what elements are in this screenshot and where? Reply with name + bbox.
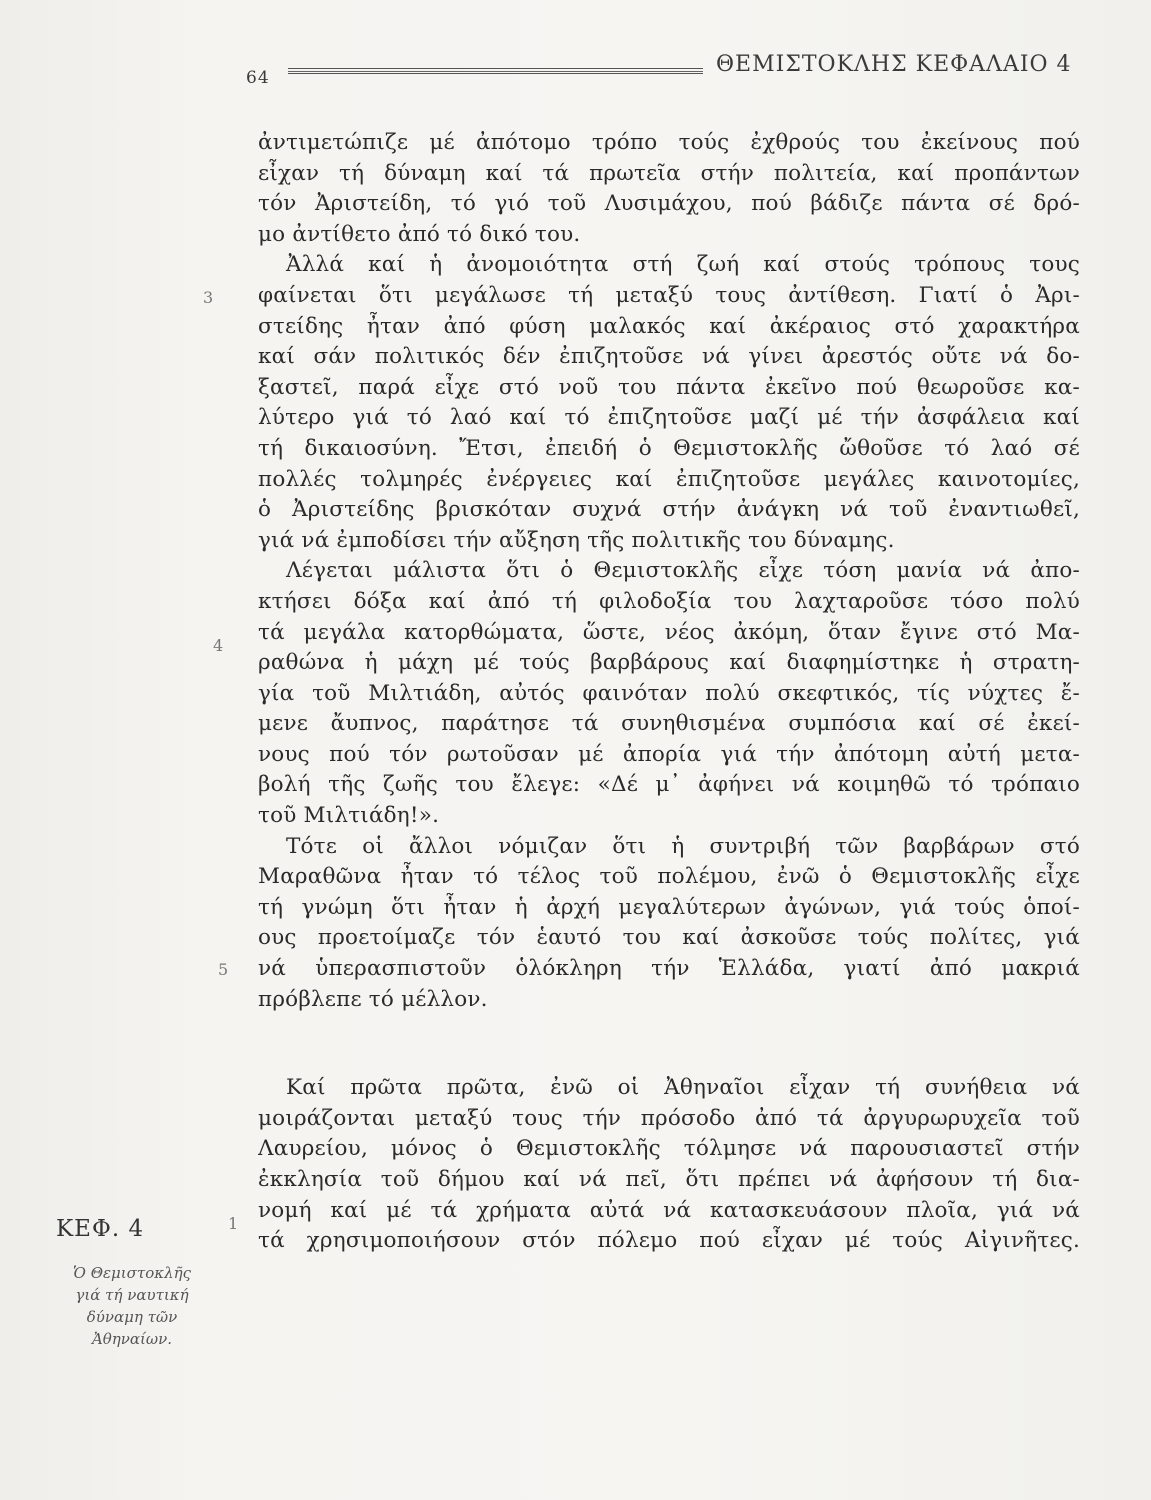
text-line: μο ἀντίθετο ἀπό τό δικό του. — [258, 221, 581, 247]
text-line: τοῦ Μιλτιάδη!». — [258, 803, 440, 829]
text-line: λύτερο γιά τό λαό καί τό ἐπιζητοῦσε μαζί μέ τήν ἀσφάλεια καί — [258, 405, 1080, 431]
text-line: μενε ἄυπνος, παράτησε τά συνηθισμένα συμπόσια καί σέ ἐκεί- — [258, 711, 1080, 737]
sidenote-line: Ἀθηναίων. — [91, 1330, 173, 1348]
text-line: μοιράζονται μεταξύ τους τήν πρόσοδο ἀπό τά ἀργυρωρυχεῖα τοῦ — [258, 1105, 1080, 1131]
paragraph-number-3: 3 — [203, 288, 214, 307]
paragraph-continuation — [258, 128, 1080, 250]
text-line: ὁ Ἀριστείδης βρισκόταν συχνά στήν ἀνάγκη νά τοῦ ἐναντιωθεῖ, — [258, 497, 1080, 523]
paragraph-1 — [258, 1073, 1080, 1257]
text-line: ἀντιμετώπιζε μέ ἀπότομο τρόπο τούς ἐχθρούς του ἐκείνους πού — [258, 130, 1080, 155]
sidenote-line: δύναμη τῶν — [86, 1308, 178, 1326]
paragraph-number-4: 4 — [213, 636, 224, 655]
text-line: πρόβλεπε τό μέλλον. — [258, 986, 488, 1012]
body-text — [258, 128, 1080, 1257]
chapter-break — [258, 1015, 1080, 1073]
text-line: τά χρησιμοποιήσουν στόν πόλεμο πού εἶχαν μέ τούς Αἰγινῆτες. — [258, 1228, 1080, 1254]
text-line: Τότε οἱ ἄλλοι νόμιζαν ὅτι ἡ συντριβή τῶν βαρβάρων στό — [286, 833, 1080, 859]
paragraph-4 — [258, 556, 1080, 831]
text-line: Καί πρῶτα πρῶτα, ἐνῶ οἱ Ἀθηναῖοι εἶχαν τή συνήθεια νά — [286, 1075, 1080, 1101]
text-line: γιά νά ἐμποδίσει τήν αὔξηση τῆς πολιτικῆς του δύναμης. — [258, 527, 895, 553]
text-line: ἐκκλησία τοῦ δήμου καί νά πεῖ, ὅτι πρέπει νά ἀφήσουν τή δια- — [258, 1167, 1080, 1192]
text-line: νους πού τόν ρωτοῦσαν μέ ἀπορία γιά τήν ἀπότομη αὐτή μετα- — [258, 741, 1080, 767]
text-line: Μαραθῶνα ἦταν τό τέλος τοῦ πολέμου, ἐνῶ ὁ Θεμιστοκλῆς εἶχε — [258, 864, 1080, 890]
text-line: νομή καί μέ τά χρήματα αὐτά νά κατασκευάσουν πλοῖα, γιά νά — [258, 1197, 1080, 1223]
text-line: εἶχαν τή δύναμη καί τά πρωτεῖα στήν πολιτεία, καί προπάντων — [258, 160, 1080, 186]
paragraph-3 — [258, 250, 1080, 556]
text-line: τή γνώμη ὅτι ἦταν ἡ ἀρχή μεγαλύτερων ἀγώνων, γιά τούς ὁποί- — [258, 894, 1080, 920]
running-title: ΘΕΜΙΣΤΟΚΛΗΣ ΚΕΦΑΛΑΙΟ 4 — [716, 52, 1072, 77]
text-line: φαίνεται ὅτι μεγάλωσε τή μεταξύ τους ἀντίθεση. Γιατί ὁ Ἀρι- — [258, 282, 1080, 308]
sidenote-line: γιά τή ναυτική — [75, 1286, 189, 1304]
text-line: στείδης ἦταν ἀπό φύση μαλακός καί ἀκέραιος στό χαρακτήρα — [258, 313, 1080, 339]
chapter-label: ΚΕΦ. 4 — [56, 1216, 145, 1242]
text-line: βολή τῆς ζωῆς του ἔλεγε: «Δέ μ᾽ ἀφήνει νά κοιμηθῶ τό τρόπαιο — [258, 772, 1080, 798]
text-line: ξαστεῖ, παρά εἶχε στό νοῦ του πάντα ἐκεῖνο πού θεωροῦσε κα- — [258, 374, 1080, 400]
text-line: τά μεγάλα κατορθώματα, ὥστε, νέος ἀκόμη, ὅταν ἔγινε στό Μα- — [258, 619, 1080, 645]
paragraph-number-5: 5 — [218, 960, 229, 979]
text-line: τόν Ἀριστείδη, τό γιό τοῦ Λυσιμάχου, πού βάδιζε πάντα σέ δρό- — [258, 191, 1080, 217]
paragraph-5 — [258, 832, 1080, 1016]
chapter-sidenote — [52, 1262, 212, 1350]
paragraph-number-1: 1 — [228, 1214, 239, 1233]
text-line: γία τοῦ Μιλτιάδη, αὐτός φαινόταν πολύ σκεφτικός, τίς νύχτες ἔ- — [258, 680, 1080, 706]
page-number: 64 — [246, 68, 270, 88]
text-line: καί σάν πολιτικός δέν ἐπιζητοῦσε νά γίνει ἀρεστός οὔτε νά δο- — [258, 344, 1080, 370]
text-line: τή δικαιοσύνη. Ἔτσι, ἐπειδή ὁ Θεμιστοκλῆς ὤθοῦσε τό λαό σέ — [258, 435, 1080, 461]
sidenote-line: Ὁ Θεμιστοκλῆς — [73, 1264, 191, 1282]
text-line: πολλές τολμηρές ἐνέργειες καί ἐπιζητοῦσε μεγάλες καινοτομίες, — [258, 466, 1080, 492]
text-line: Λαυρείου, μόνος ὁ Θεμιστοκλῆς τόλμησε νά παρουσιαστεῖ στήν — [258, 1136, 1080, 1162]
text-line: νά ὑπερασπιστοῦν ὁλόκληρη τήν Ἑλλάδα, γιατί ἀπό μακριά — [258, 956, 1080, 982]
text-line: ραθώνα ἡ μάχη μέ τούς βαρβάρους καί διαφημίστηκε ἡ στρατη- — [258, 650, 1080, 676]
text-line: ους προετοίμαζε τόν ἑαυτό του καί ἀσκοῦσε τούς πολίτες, γιά — [258, 925, 1080, 951]
header-double-rule — [288, 68, 703, 74]
text-line: Ἀλλά καί ἡ ἀνομοιότητα στή ζωή καί στούς τρόπους τους — [286, 252, 1080, 278]
text-line: κτήσει δόξα καί ἀπό τή φιλοδοξία του λαχταροῦσε τόσο πολύ — [258, 588, 1080, 614]
text-line: Λέγεται μάλιστα ὅτι ὁ Θεμιστοκλῆς εἶχε τόση μανία νά ἀπο- — [286, 558, 1080, 584]
page-header — [246, 48, 1076, 88]
